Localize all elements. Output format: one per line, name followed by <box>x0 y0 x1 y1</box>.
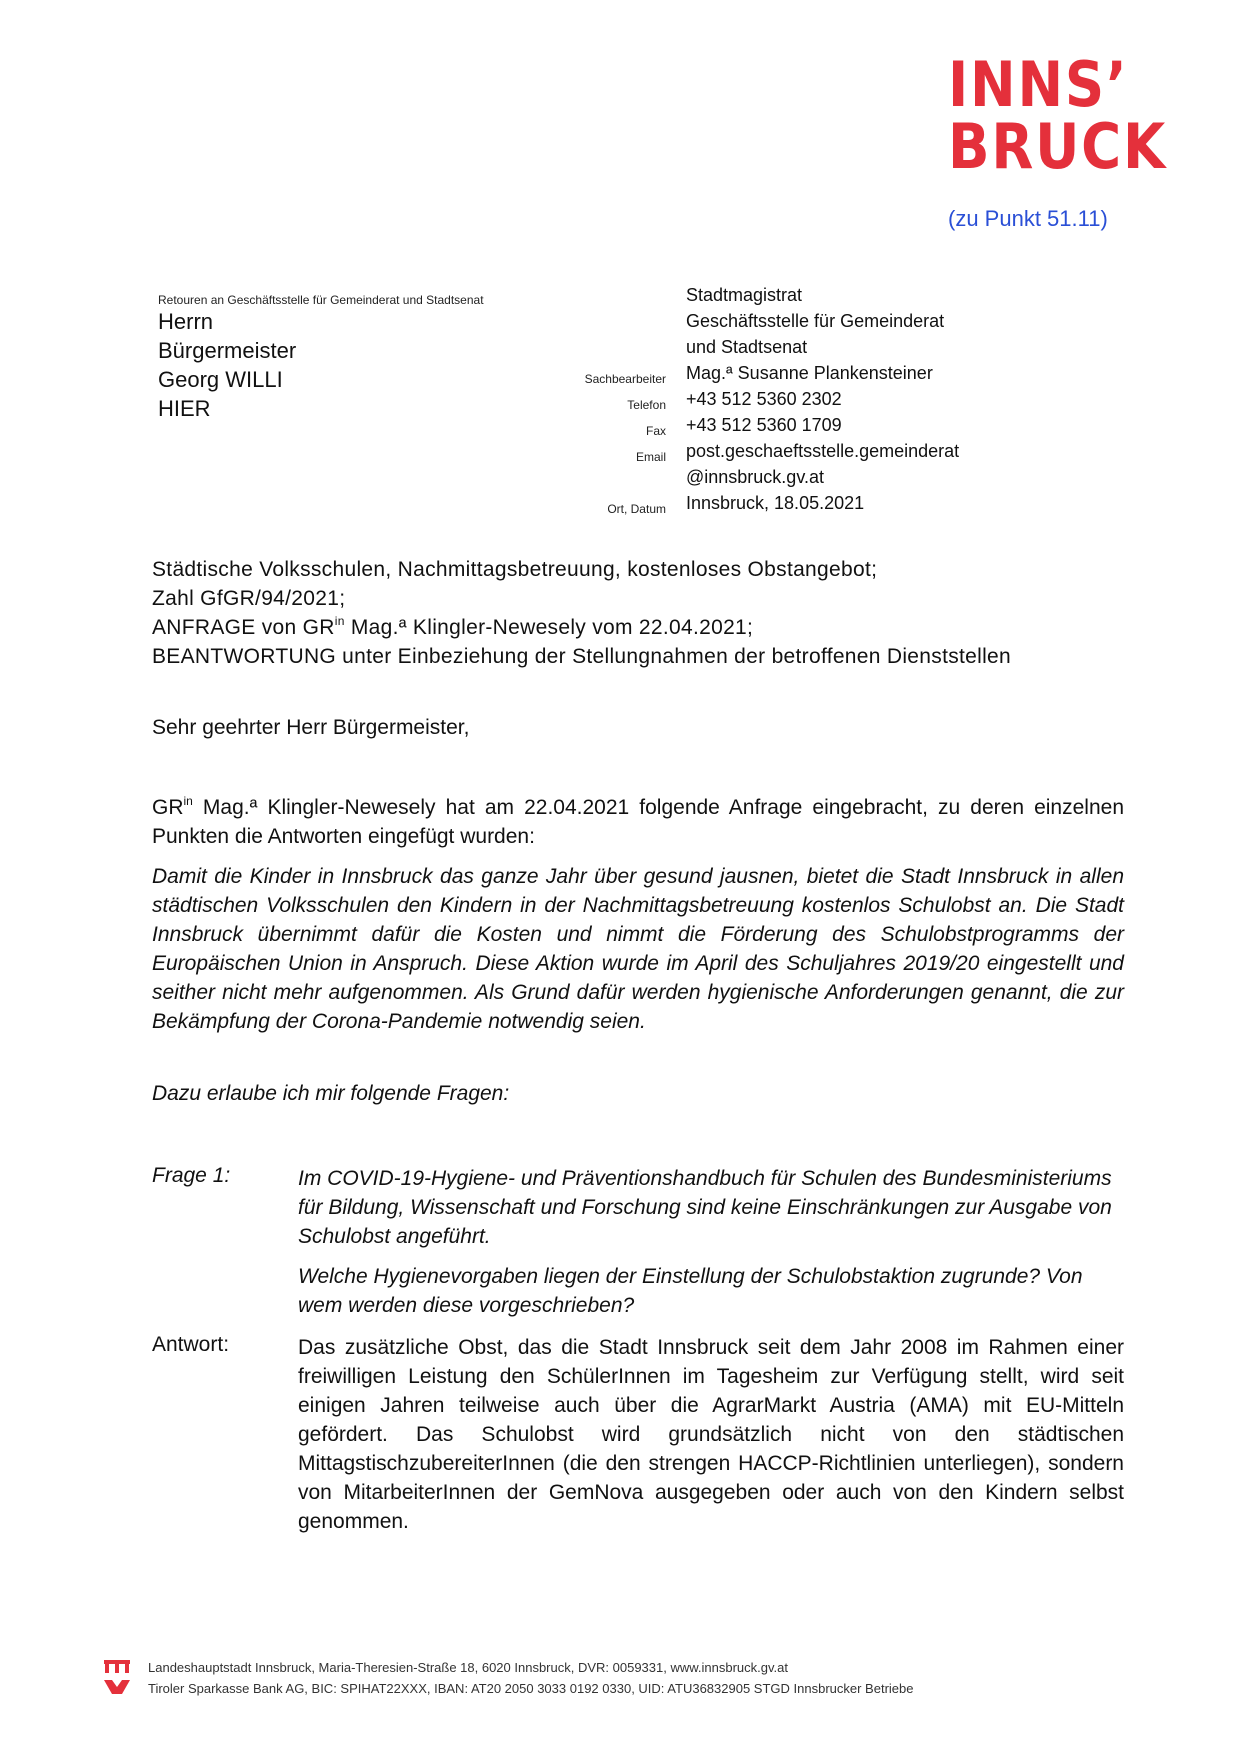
recipient-line: Herrn <box>158 309 214 334</box>
recipient-address <box>158 307 296 423</box>
sender-org-line: und Stadtsenat <box>686 337 808 357</box>
city-crest-top-icon <box>104 1660 130 1674</box>
email-value: post.geschaeftsstelle.gemeinderat <box>686 441 960 461</box>
clerk-label: Sachbearbeiter <box>584 372 666 386</box>
recipient-line: Bürgermeister <box>158 338 297 363</box>
subject-line: BEANTWORTUNG unter Einbeziehung der Stellungnahmen der betroffenen Dienststellen <box>152 645 1012 668</box>
email-value-domain: @innsbruck.gv.at <box>686 467 824 487</box>
answer-1-text: Das zusätzliche Obst, das die Stadt Innsbruck seit dem Jahr 2008 im Rahmen einer freiwilligen Leistung den SchülerInnen im Tagesheim zur Verfügung stellt, wird seit einigen Jahren teilweise auch über die AgrarMarkt Austria (AMA) mit EU-Mitteln gefördert. Das Schulobst wird grundsätzlich nicht von den städtischen MittagstischzubereiterInnen (die den strengen HACCP-Richtlinien unterliegen), sondern von MitarbeiterInnen der GemNova ausgegeben oder auch von den Kindern selbst genommen. <box>298 1336 1124 1533</box>
sender-org-line: Geschäftsstelle für Gemeinderat <box>686 311 945 331</box>
phone-label: Telefon <box>627 398 666 412</box>
recipient-line: Georg WILLI <box>158 367 283 392</box>
question-1-followup: Welche Hygienevorgaben liegen der Einstellung der Schulobstaktion zugrunde? Von wem werden diese vorgeschrieben? <box>298 1265 1083 1317</box>
logo-line-1: INNS’ <box>948 48 1129 121</box>
footer-line-1: Landeshauptstadt Innsbruck, Maria-Theresien-Straße 18, 6020 Innsbruck, DVR: 0059331, www.innsbruck.gv.at <box>148 1660 788 1675</box>
logo-line-2: BRUCK <box>948 110 1168 183</box>
inquiry-text: Damit die Kinder in Innsbruck das ganze Jahr über gesund jausnen, bietet die Stadt Innsbruck in allen städtischen Volksschulen den Kindern in der Nachmittagsbetreuung kostenlos Schulobst an. Die Stadt Innsbruck übernimmt dafür die Kosten und nimmt die Förderung des Schulobstprogramms der Europäischen Union in Anspruch. Diese Aktion wurde im April des Schuljahres 2019/20 eingestellt und seither nicht mehr aufgenommen. Als Grund dafür werden hygienische Anforderungen genannt, die zur Bekämpfung der Corona-Pandemie notwendig seien. <box>152 865 1124 1033</box>
answer-1-label: Antwort: <box>152 1333 230 1356</box>
subject-line: Städtische Volksschulen, Nachmittagsbetreuung, kostenloses Obstangebot; <box>152 558 878 581</box>
agenda-reference: (zu Punkt 51.11) <box>948 206 1108 231</box>
fax-label: Fax <box>645 424 666 438</box>
city-crest-bottom-icon <box>104 1680 130 1694</box>
city-logo <box>948 48 1193 183</box>
greeting: Sehr geehrter Herr Bürgermeister, <box>152 716 470 739</box>
clerk-value: Mag.ª Susanne Plankensteiner <box>686 363 933 383</box>
fax-value: +43 512 5360 1709 <box>686 415 842 435</box>
questions-intro: Dazu erlaube ich mir folgende Fragen: <box>152 1082 510 1105</box>
subject-line: ANFRAGE von $GR^{in}$ Mag.ª Klingler-Newesely vom 22.04.2021; <box>152 614 754 639</box>
date-value: Innsbruck, 18.05.2021 <box>686 493 865 513</box>
subject-line: Zahl GfGR/94/2021; <box>152 587 346 610</box>
footer-line-2: Tiroler Sparkasse Bank AG, BIC: SPIHAT22XXX, IBAN: AT20 2050 3033 0192 0330, UID: ATU36832905 STGD Innsbrucker Betriebe <box>148 1681 914 1696</box>
subject-block <box>152 555 1011 671</box>
recipient-line: HIER <box>158 396 211 421</box>
phone-value: +43 512 5360 2302 <box>686 389 842 409</box>
sender-org-line: Stadtmagistrat <box>686 285 803 305</box>
question-1-label: Frage 1: <box>152 1164 231 1187</box>
returns-note: Retouren an Geschäftsstelle für Gemeinderat und Stadtsenat <box>158 293 484 307</box>
email-label: Email <box>635 450 666 464</box>
question-1-text: Im COVID-19-Hygiene- und Präventionshandbuch für Schulen des Bundesministeriums für Bildung, Wissenschaft und Forschung sind keine Einschränkungen zur Ausgabe von Schulobst angeführt. <box>298 1167 1112 1248</box>
intro-paragraph: $GR^{in}$ Mag.ª Klingler-Newesely hat am 22.04.2021 folgende Anfrage eingebracht, zu deren einzelnen Punkten die Antworten eingefügt wurden: <box>152 794 1124 848</box>
date-label: Ort, Datum <box>607 502 666 516</box>
